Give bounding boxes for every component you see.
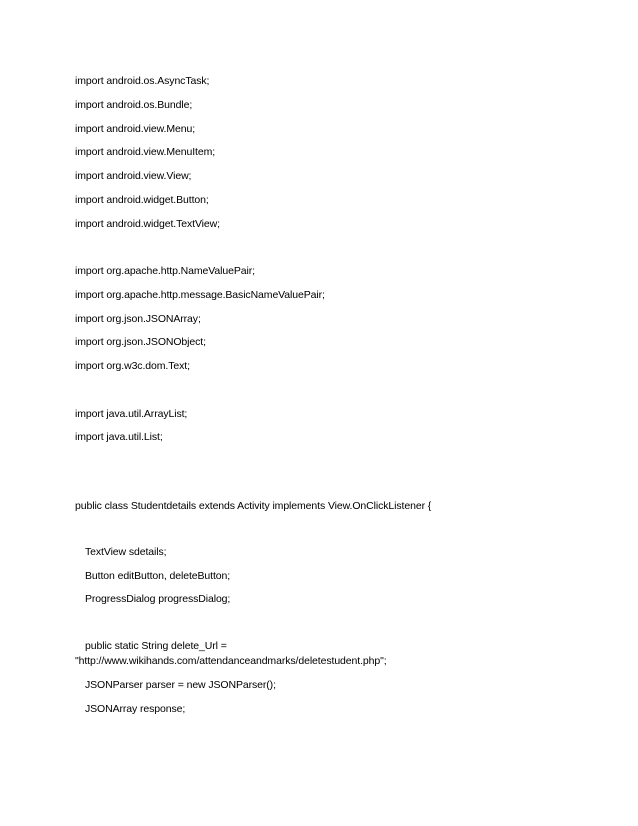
code-line: import android.os.Bundle;	[75, 99, 193, 111]
code-line: JSONArray response;	[85, 703, 186, 715]
code-line: import android.widget.TextView;	[75, 218, 220, 230]
code-line: import org.json.JSONObject;	[75, 336, 206, 348]
code-line: import org.apache.http.NameValuePair;	[75, 265, 255, 277]
code-line: import org.json.JSONArray;	[75, 313, 201, 325]
code-line: Button editButton, deleteButton;	[85, 570, 231, 582]
code-line: ProgressDialog progressDialog;	[85, 593, 231, 605]
code-line: import android.widget.Button;	[75, 194, 209, 206]
code-line-continuation: "http://www.wikihands.com/attendanceandmarks/deletestudent.php";	[75, 655, 387, 667]
class-declaration-line: public class Studentdetails extends Activity implements View.OnClickListener {	[75, 500, 432, 512]
code-line: import org.apache.http.message.BasicNameValuePair;	[75, 289, 325, 301]
code-line: JSONParser parser = new JSONParser();	[85, 679, 276, 691]
code-line: TextView sdetails;	[85, 546, 167, 558]
code-line: import android.view.View;	[75, 170, 192, 182]
code-line: import android.view.Menu;	[75, 123, 196, 135]
code-line: import android.view.MenuItem;	[75, 146, 216, 158]
code-line: import java.util.List;	[75, 431, 163, 443]
code-line: public static String delete_Url =	[85, 640, 227, 652]
code-line: import org.w3c.dom.Text;	[75, 360, 190, 372]
code-line: import java.util.ArrayList;	[75, 408, 188, 420]
code-line: import android.os.AsyncTask;	[75, 75, 210, 87]
